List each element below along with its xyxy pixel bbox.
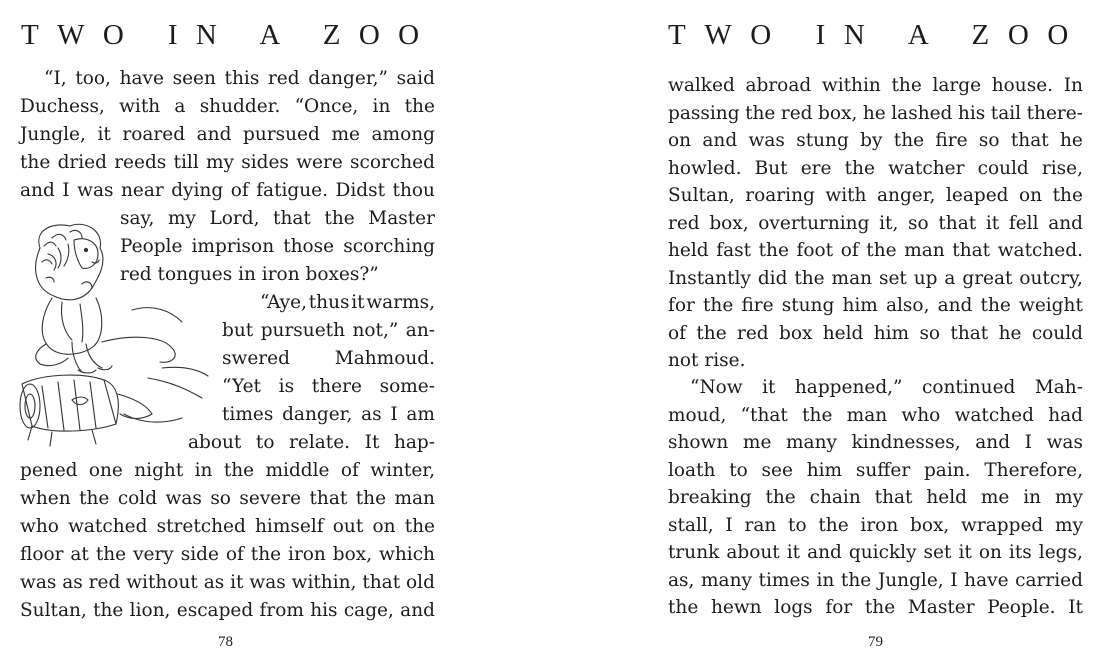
text-line: floor at the very side of the iron box, which bbox=[20, 544, 435, 565]
text-line: about to relate. It hap- bbox=[188, 432, 435, 453]
text-line: red box, overturning it, so that it fell and bbox=[668, 213, 1083, 234]
page-number: 79 bbox=[868, 634, 883, 650]
text-line: times danger, as I am bbox=[222, 404, 435, 425]
right-page bbox=[556, 0, 1112, 670]
page-number: 78 bbox=[218, 634, 233, 650]
text-line: trunk about it and quickly set it on its legs, bbox=[668, 542, 1083, 563]
text-line: stall, I ran to the iron box, wrapped my bbox=[668, 515, 1083, 536]
text-line: howled. But ere the watcher could rise, bbox=[668, 158, 1083, 179]
running-head: TWO IN A ZOO bbox=[668, 19, 1087, 51]
text-line: on and was stung by the fire so that he bbox=[668, 130, 1083, 151]
text-line: breaking the chain that held me in my bbox=[668, 487, 1083, 508]
text-line: of the red box held him so that he could bbox=[668, 323, 1083, 344]
text-line: People imprison those scorching bbox=[120, 236, 435, 257]
text-line: shown me many kindnesses, and I was bbox=[668, 432, 1083, 453]
text-line: “Yet is there some- bbox=[222, 376, 435, 397]
text-line: the dried reeds till my sides were scorched bbox=[20, 152, 435, 173]
text-line: “I, too, have seen this red danger,” said bbox=[44, 68, 435, 89]
text-line: Jungle, it roared and pursued me among bbox=[20, 124, 435, 145]
text-line: passing the red box, he lashed his tail there- bbox=[668, 103, 1083, 124]
text-line: Duchess, with a shudder. “Once, in the bbox=[20, 96, 435, 117]
text-line: loath to see him suffer pain. Therefore, bbox=[668, 460, 1083, 481]
running-head: TWO IN A ZOO bbox=[21, 19, 438, 51]
text-line: and I was near dying of fatigue. Didst thou bbox=[20, 180, 435, 201]
text-line: not rise. bbox=[668, 350, 746, 371]
text-line: Sultan, the lion, escaped from his cage, and bbox=[20, 600, 435, 621]
text-line: when the cold was so severe that the man bbox=[20, 488, 435, 509]
text-line: “Aye, thus it warms, bbox=[260, 292, 435, 313]
text-line: walked abroad within the large house. In bbox=[668, 75, 1083, 96]
text-line: moud, “that the man who watched had bbox=[668, 405, 1083, 426]
text-line: “Now it happened,” continued Mah- bbox=[690, 377, 1083, 398]
text-line: the hewn logs for the Master People. It bbox=[668, 597, 1083, 618]
text-line: swered Mahmoud. bbox=[222, 348, 435, 369]
text-line: say, my Lord, that the Master bbox=[120, 208, 435, 229]
text-line: held fast the foot of the man that watched. bbox=[668, 240, 1083, 261]
text-line: as, many times in the Jungle, I have carried bbox=[668, 570, 1083, 591]
text-line: Sultan, roaring with anger, leaped on the bbox=[668, 185, 1083, 206]
text-line: red tongues in iron boxes?” bbox=[120, 264, 379, 285]
text-line: pened one night in the middle of winter, bbox=[20, 460, 435, 481]
text-line: who watched stretched himself out on the bbox=[20, 516, 435, 537]
text-line: but pursueth not,” an- bbox=[222, 320, 435, 341]
text-line: was as red without as it was within, that old bbox=[20, 572, 435, 593]
text-line: Instantly did the man set up a great outcry, bbox=[668, 268, 1083, 289]
text-line: for the fire stung him also, and the weight bbox=[668, 295, 1083, 316]
